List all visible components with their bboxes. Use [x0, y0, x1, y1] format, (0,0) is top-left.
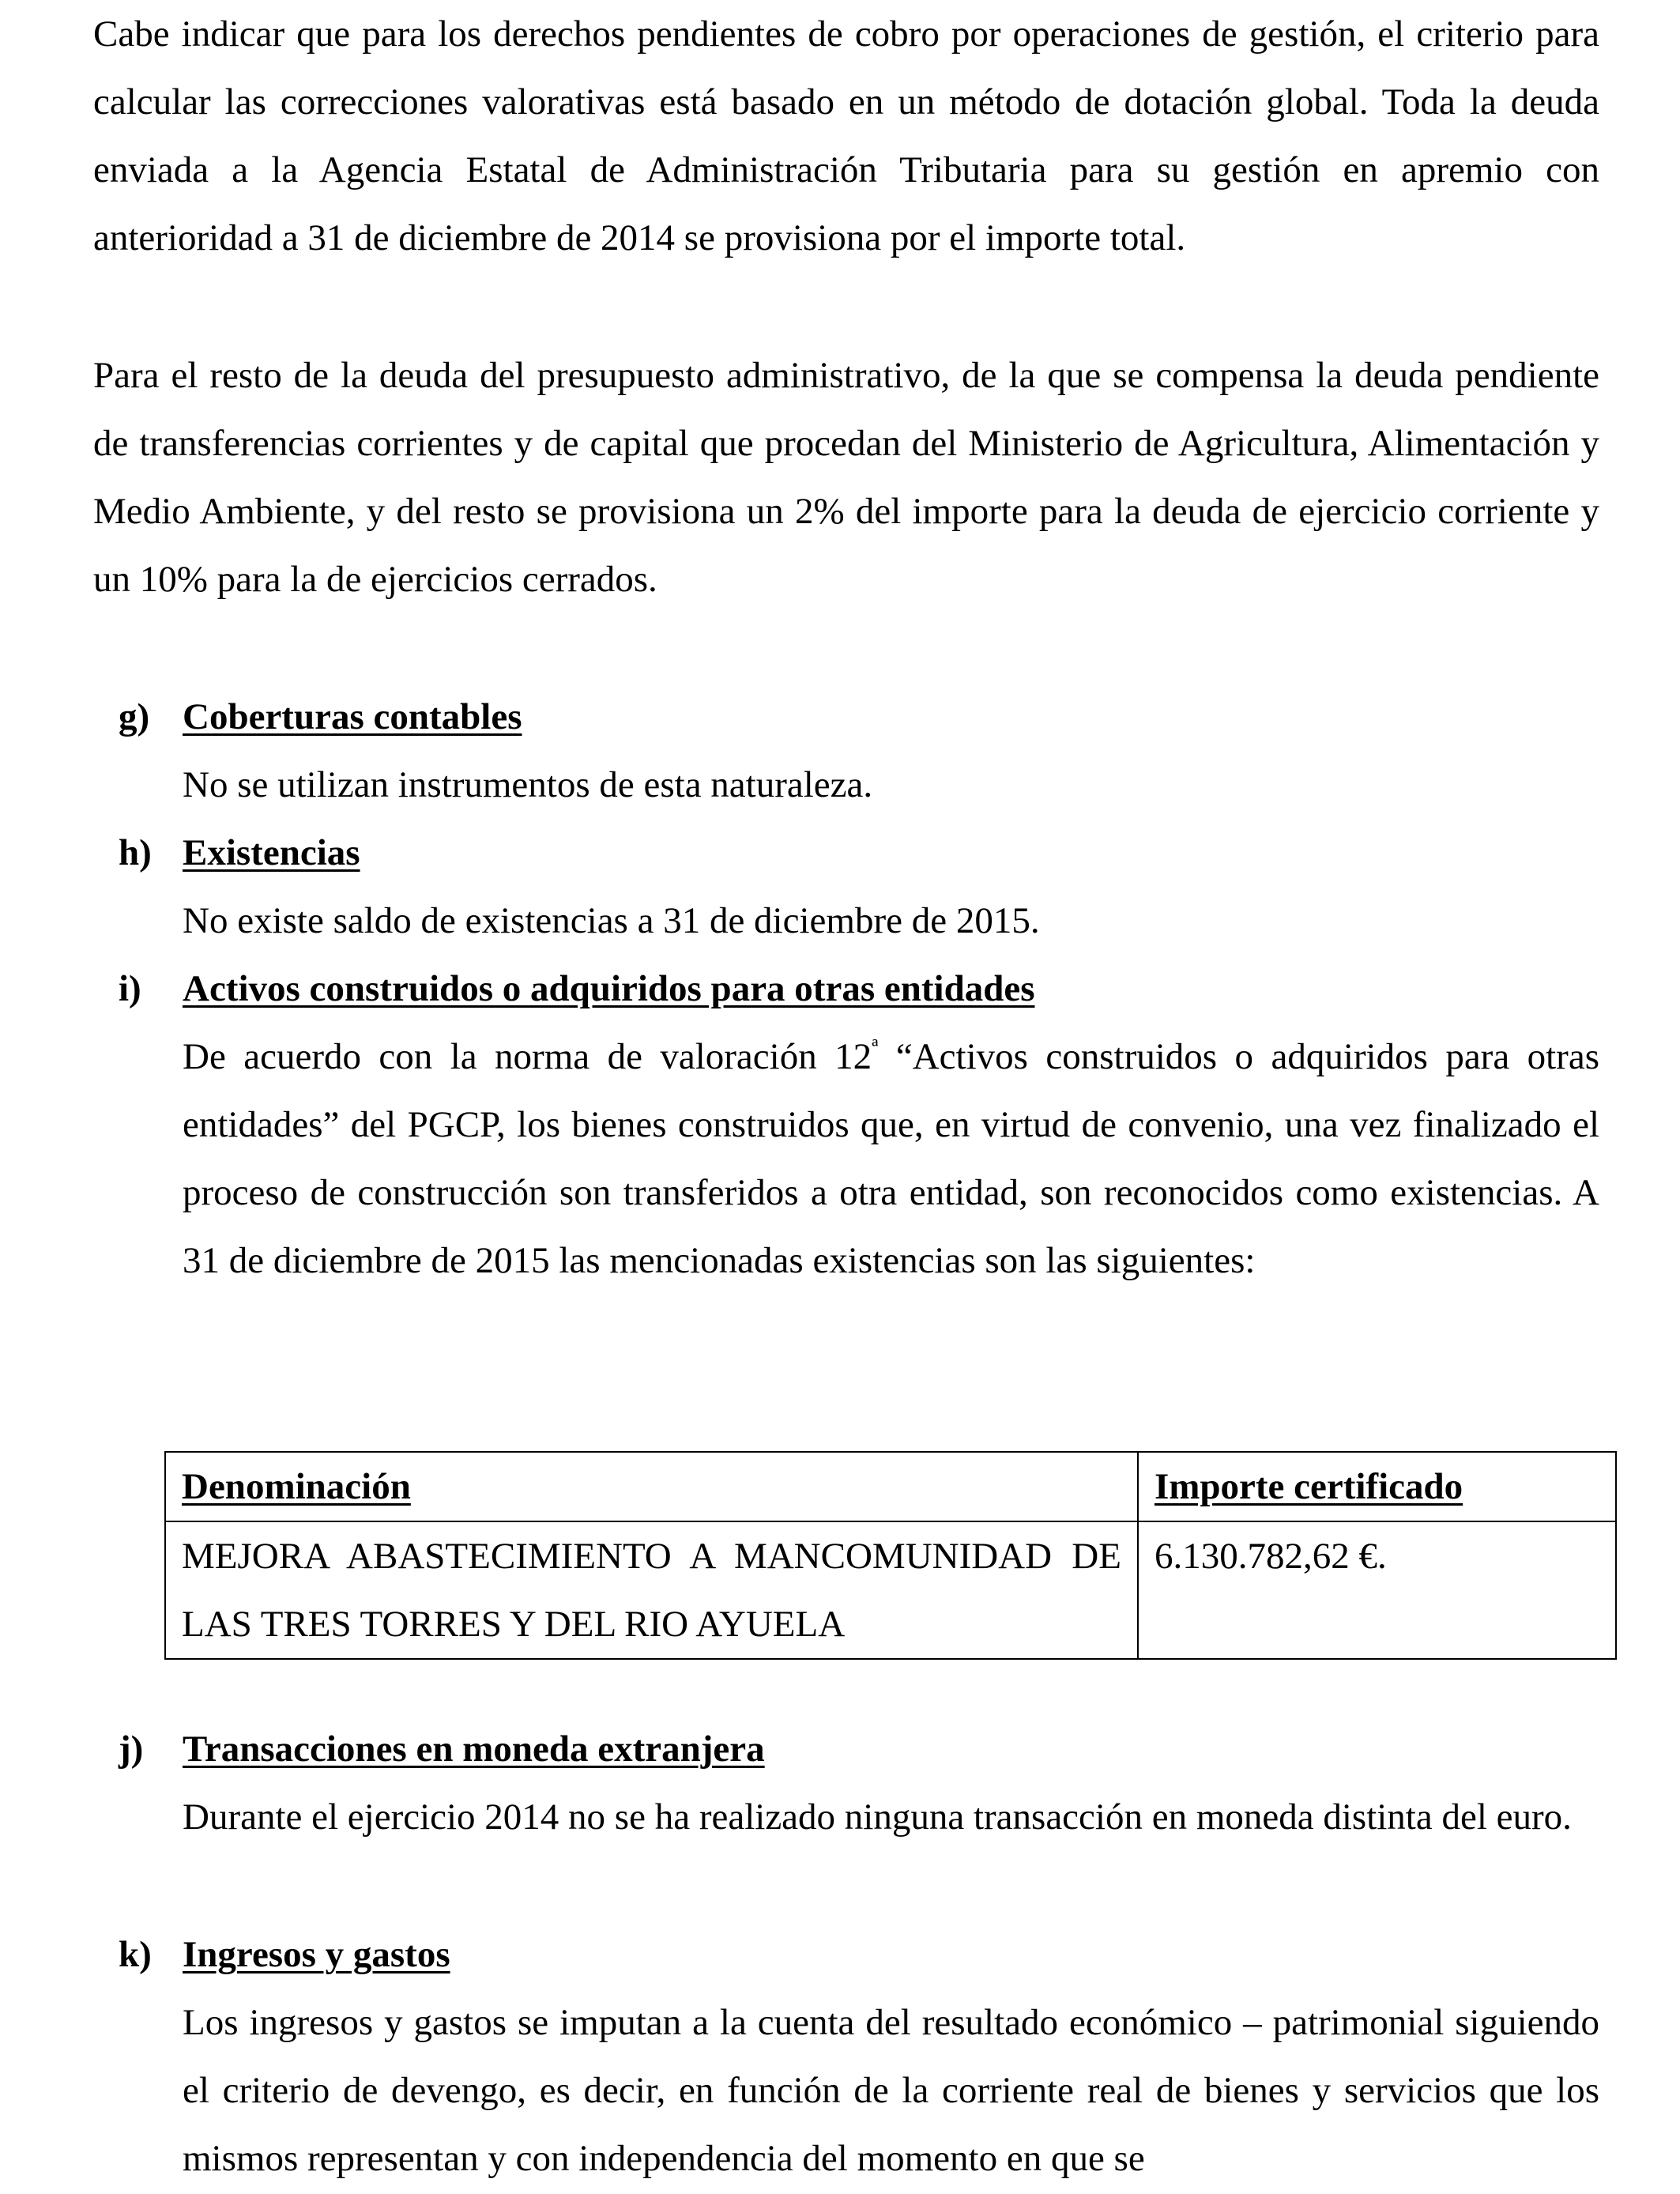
section-body-i-part1: De acuerdo con la norma de valoración 12	[183, 1036, 872, 1077]
section-title-k: Ingresos y gastos	[183, 1934, 450, 1975]
section-body-g: No se utilizan instrumentos de esta naturaleza.	[183, 764, 873, 805]
ordinal-superscript: ª	[872, 1035, 879, 1061]
section-body-i-part2: “Activos construidos o adquiridos para otras entidades” del PGCP, los bienes construidos que, en virtud de convenio, una vez finalizado el proceso de construcción son transferidos a otra entidad, son reconocidos como existencias. A 31 de diciembre de 2015 las mencionadas existencias son las siguientes:	[183, 1036, 1599, 1281]
section-body-j: Durante el ejercicio 2014 no se ha realizado ninguna transacción en moneda distinta del euro.	[183, 1796, 1572, 1838]
section-letter-k: k)	[119, 1934, 152, 1975]
section-title-i: Activos construidos o adquiridos para otras entidades	[183, 968, 1035, 1009]
table-header-importe: Importe certificado	[1138, 1452, 1616, 1521]
section-body-k: Los ingresos y gastos se imputan a la cuenta del resultado económico – patrimonial siguiendo el criterio de devengo, es decir, en función de la corriente real de bienes y servicios que los mismos representan y con independencia del momento en que se	[183, 2002, 1599, 2179]
section-heading-g	[119, 683, 522, 751]
table-row	[165, 1521, 1616, 1659]
assets-table	[164, 1451, 1617, 1660]
section-letter-g: g)	[119, 696, 150, 737]
section-title-j: Transacciones en moneda extranjera	[183, 1728, 765, 1770]
table-cell-denominacion: MEJORA ABASTECIMIENTO A MANCOMUNIDAD DE LAS TRES TORRES Y DEL RIO AYUELA	[165, 1521, 1138, 1659]
section-letter-j: j)	[119, 1728, 144, 1770]
section-body-i	[183, 1023, 1599, 1295]
section-heading-j	[119, 1715, 765, 1783]
section-title-g: Coberturas contables	[183, 696, 522, 737]
table-header-denominacion: Denominación	[165, 1452, 1138, 1521]
section-heading-k	[119, 1921, 450, 1989]
section-letter-h: h)	[119, 832, 152, 873]
table-header-row	[165, 1452, 1616, 1521]
section-heading-i	[119, 955, 1035, 1023]
section-body-h: No existe saldo de existencias a 31 de diciembre de 2015.	[183, 900, 1040, 941]
section-letter-i: i)	[119, 968, 141, 1009]
section-title-h: Existencias	[183, 832, 360, 873]
section-heading-h	[119, 819, 360, 887]
paragraph-administrative-debt: Para el resto de la deuda del presupuesto administrativo, de la que se compensa la deuda pendiente de transferencias corrientes y de capital que procedan del Ministerio de Agricultura, Alimentación y Medio Ambiente, y del resto se provisiona un 2% del importe para la deuda de ejercicio corriente y un 10% para la de ejercicios cerrados.	[93, 355, 1599, 600]
paragraph-corrections-criteria: Cabe indicar que para los derechos pendientes de cobro por operaciones de gestión, el criterio para calcular las correcciones valorativas está basado en un método de dotación global. Toda la deuda enviada a la Agencia Estatal de Administración Tributaria para su gestión en apremio con anterioridad a 31 de diciembre de 2014 se provisiona por el importe total.	[93, 13, 1599, 258]
table-cell-importe: 6.130.782,62 €.	[1138, 1521, 1616, 1659]
